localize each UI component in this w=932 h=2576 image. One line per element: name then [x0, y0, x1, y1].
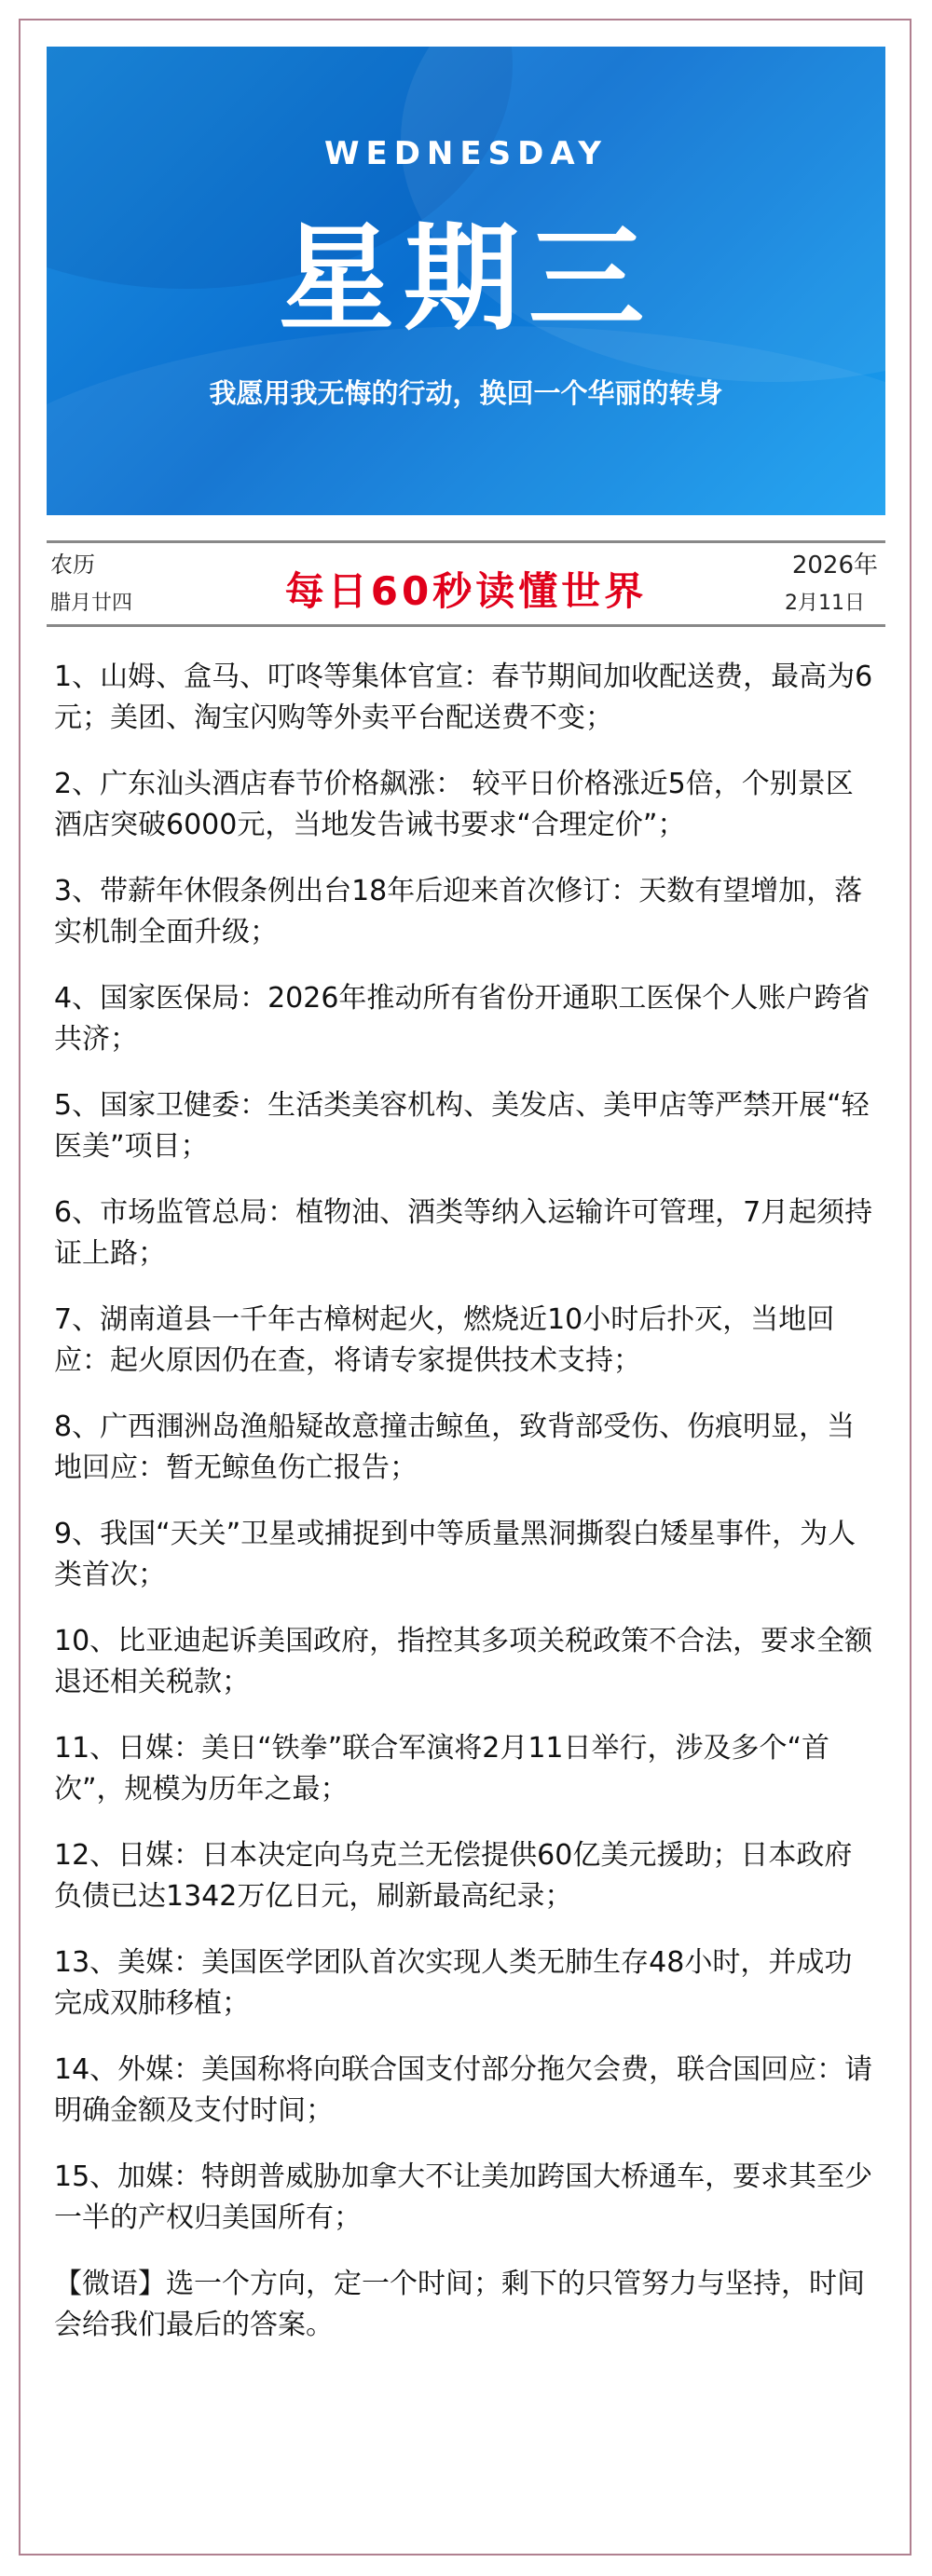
news-list [54, 657, 874, 2371]
weekday-chinese: 星期三 [278, 212, 653, 347]
news-item: 13、美媒：美国医学团队首次实现人类无肺生存48小时，并成功完成双肺移植； [54, 1946, 853, 2020]
news-item: 11、日媒：美日“铁拳”联合军演将2月11日举行，涉及多个“首次”，规模为历年之最； [54, 1732, 830, 1806]
news-item: 2、广东汕头酒店春节价格飙涨： 较平日价格涨近5倍，个别景区酒店突破6000元，当地发告诫书要求“合理定价”； [54, 768, 854, 841]
header-divider-top [47, 540, 885, 543]
date-label: 2月11日 [785, 592, 865, 615]
news-item: 14、外媒：美国称将向联合国支付部分拖欠会费，联合国回应：请明确金额及支付时间； [54, 2053, 873, 2127]
banner-decoration [47, 326, 885, 515]
news-item: 9、我国“天关”卫星或捕捉到中等质量黑洞撕裂白矮星事件，为人类首次； [54, 1518, 857, 1591]
news-item: 8、广西涠洲岛渔船疑故意撞击鲸鱼，致背部受伤、伤痕明显，当地回应：暂无鲸鱼伤亡报告； [54, 1411, 856, 1484]
news-item: 5、国家卫健委：生活类美容机构、美发店、美甲店等严禁开展“轻医美”项目； [54, 1089, 870, 1163]
news-item: 7、湖南道县一千年古樟树起火，燃烧近10小时后扑灭，当地回应：起火原因仍在查，将请专家提供技术支持； [54, 1303, 835, 1377]
masthead-title: 每日60秒读懂世界 [284, 568, 648, 614]
news-item: 4、国家医保局：2026年推动所有省份开通职工医保个人账户跨省共济； [54, 982, 870, 1056]
header-divider-bottom [47, 624, 885, 627]
lunar-calendar-label: 农历 [50, 552, 95, 578]
news-item: 12、日媒：日本决定向乌克兰无偿提供60亿美元援助；日本政府负债已达1342万亿日元，刷新最高纪录； [54, 1839, 853, 1913]
news-item: 3、带薪年休假条例出台18年后迎来首次修订：天数有望增加，落实机制全面升级； [54, 875, 863, 948]
weekday-english: WEDNESDAY [323, 135, 609, 172]
news-item: 6、市场监管总局：植物油、酒类等纳入运输许可管理，7月起须持证上路； [54, 1196, 873, 1270]
daily-quote: 【微语】选一个方向，定一个时间；剩下的只管努力与坚持，时间会给我们最后的答案。 [54, 2268, 865, 2341]
year-label: 2026年 [791, 552, 878, 579]
banner-slogan: 我愿用我无悔的行动，换回一个华丽的转身 [209, 377, 723, 409]
news-item: 10、比亚迪起诉美国政府，指控其多项关税政策不合法，要求全额退还相关税款； [54, 1625, 873, 1698]
lunar-date: 腊月廿四 [50, 592, 133, 615]
header-banner [47, 47, 885, 515]
news-item: 15、加媒：特朗普威胁加拿大不让美加跨国大桥通车，要求其至少一半的产权归美国所有； [54, 2160, 873, 2234]
news-item: 1、山姆、盒马、叮咚等集体官宣：春节期间加收配送费，最高为6元；美团、淘宝闪购等外卖平台配送费不变； [54, 661, 873, 734]
